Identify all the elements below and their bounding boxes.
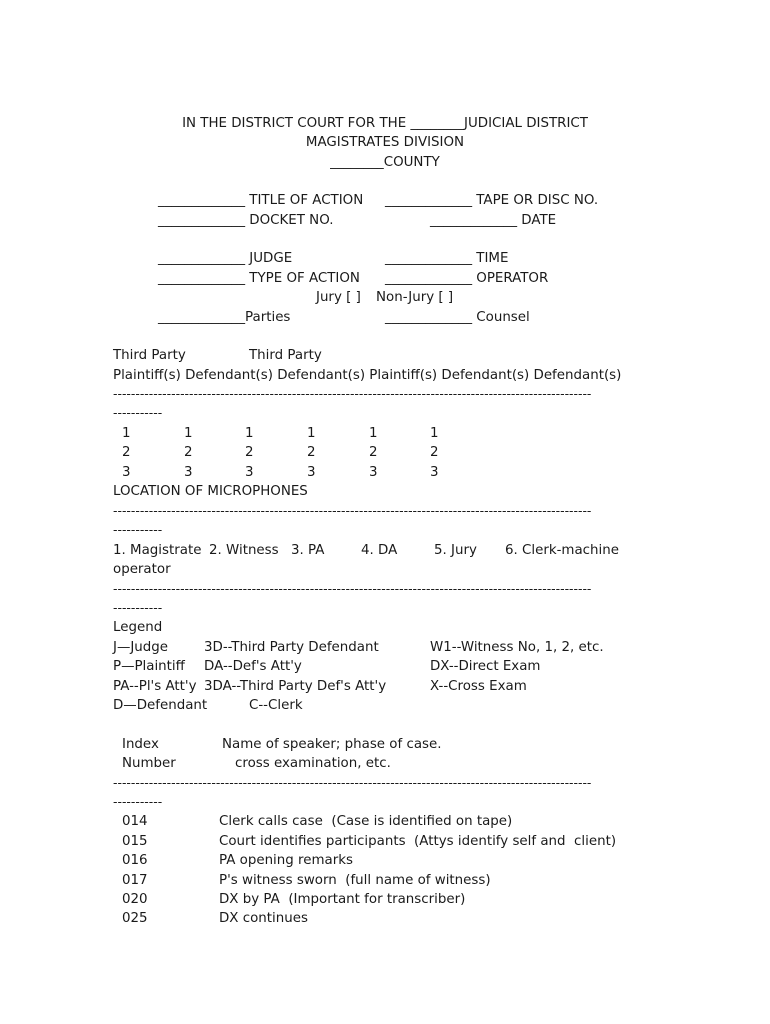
microphone-item: 3. PA bbox=[291, 543, 325, 558]
legend-row bbox=[0, 680, 770, 700]
legend-entry: PA--Pl's Att'y bbox=[113, 679, 197, 694]
table-cell: 3 bbox=[245, 465, 254, 480]
table-cell: 1 bbox=[122, 426, 131, 441]
title-of-action-field: _____________ TITLE OF ACTION bbox=[158, 193, 364, 208]
party-column-headers: Plaintiff(s) Defendant(s) Defendant(s) Plaintiff(s) Defendant(s) Defendant(s) bbox=[113, 368, 622, 383]
legend-row bbox=[0, 699, 770, 719]
table-cell: 3 bbox=[122, 465, 131, 480]
counsel-field: _____________ Counsel bbox=[385, 310, 530, 325]
docket-no-field: _____________ DOCKET NO. bbox=[158, 213, 334, 228]
table-cell: 2 bbox=[307, 445, 316, 460]
tape-or-disc-field: _____________ TAPE OR DISC NO. bbox=[385, 193, 599, 208]
legend-entry: 3D--Third Party Defendant bbox=[204, 640, 379, 655]
table-cell: 2 bbox=[184, 445, 193, 460]
non-jury-checkbox-label: Non-Jury [ ] bbox=[376, 290, 454, 305]
party-table-row bbox=[0, 427, 770, 447]
third-party-header-2: Third Party bbox=[249, 348, 322, 363]
divider-line: ----------------------------------------------------------------------------------------------------------- bbox=[113, 386, 592, 401]
legend-entry: D—Defendant bbox=[113, 698, 208, 713]
divider-line: ----------------------------------------------------------------------------------------------------------- bbox=[113, 775, 592, 790]
microphone-list bbox=[0, 544, 770, 564]
table-cell: 1 bbox=[307, 426, 316, 441]
divider-line: ----------------------------------------------------------------------------------------------------------- bbox=[113, 503, 592, 518]
index-number: 020 bbox=[122, 892, 148, 907]
index-entry bbox=[0, 815, 770, 835]
index-description: Court identifies participants (Attys identify self and client) bbox=[219, 834, 617, 849]
index-description: PA opening remarks bbox=[219, 853, 353, 868]
index-number: 025 bbox=[122, 911, 148, 926]
legend-entry: DA--Def's Att'y bbox=[204, 659, 302, 674]
county-heading: ________COUNTY bbox=[330, 155, 440, 170]
speaker-column-header: Name of speaker; phase of case. bbox=[222, 737, 442, 752]
microphone-item-continuation: operator bbox=[113, 562, 171, 577]
microphone-item: 4. DA bbox=[361, 543, 398, 558]
legend-entry: DX--Direct Exam bbox=[430, 659, 541, 674]
legend-entry: X--Cross Exam bbox=[430, 679, 527, 694]
table-cell: 2 bbox=[245, 445, 254, 460]
index-entry bbox=[0, 874, 770, 894]
speaker-column-header: cross examination, etc. bbox=[235, 756, 391, 771]
legend-entry: W1--Witness No, 1, 2, etc. bbox=[430, 640, 604, 655]
operator-field: _____________ OPERATOR bbox=[385, 271, 549, 286]
microphones-heading: LOCATION OF MICROPHONES bbox=[113, 484, 308, 499]
index-entry bbox=[0, 912, 770, 932]
legend-row bbox=[0, 641, 770, 661]
table-cell: 2 bbox=[369, 445, 378, 460]
index-description: Clerk calls case (Case is identified on tape) bbox=[219, 814, 513, 829]
divider-line: ----------- bbox=[113, 522, 163, 537]
table-cell: 1 bbox=[430, 426, 439, 441]
microphone-item: 2. Witness bbox=[209, 543, 279, 558]
table-cell: 1 bbox=[245, 426, 254, 441]
index-entry bbox=[0, 854, 770, 874]
index-description: P's witness sworn (full name of witness) bbox=[219, 873, 491, 888]
table-cell: 3 bbox=[307, 465, 316, 480]
index-column-header: Index bbox=[122, 737, 159, 752]
index-number: 017 bbox=[122, 873, 148, 888]
party-table-row bbox=[0, 446, 770, 466]
index-entry bbox=[0, 835, 770, 855]
legend-entry: P—Plaintiff bbox=[113, 659, 185, 674]
table-cell: 2 bbox=[122, 445, 131, 460]
third-party-header-1: Third Party bbox=[113, 348, 186, 363]
legend-entry: C--Clerk bbox=[249, 698, 303, 713]
date-field: _____________ DATE bbox=[430, 213, 557, 228]
index-column-header: Number bbox=[122, 756, 176, 771]
legend-row bbox=[0, 660, 770, 680]
time-field: _____________ TIME bbox=[385, 251, 509, 266]
party-table-row bbox=[0, 466, 770, 486]
table-cell: 1 bbox=[369, 426, 378, 441]
microphone-item: 6. Clerk-machine bbox=[505, 543, 619, 558]
judge-field: _____________ JUDGE bbox=[158, 251, 293, 266]
jury-checkbox-label: Jury [ ] bbox=[316, 290, 361, 305]
index-number: 016 bbox=[122, 853, 148, 868]
table-cell: 3 bbox=[369, 465, 378, 480]
index-description: DX continues bbox=[219, 911, 308, 926]
legend-heading: Legend bbox=[113, 620, 163, 635]
division-heading: MAGISTRATES DIVISION bbox=[305, 135, 465, 150]
table-cell: 3 bbox=[184, 465, 193, 480]
court-heading: IN THE DISTRICT COURT FOR THE ________JUDICIAL DISTRICT bbox=[182, 116, 588, 131]
table-cell: 1 bbox=[184, 426, 193, 441]
divider-line: ----------- bbox=[113, 405, 163, 420]
index-description: DX by PA (Important for transcriber) bbox=[219, 892, 466, 907]
microphone-item: 1. Magistrate bbox=[113, 543, 202, 558]
type-of-action-field: _____________ TYPE OF ACTION bbox=[158, 271, 360, 286]
index-number: 015 bbox=[122, 834, 148, 849]
divider-line: ----------------------------------------------------------------------------------------------------------- bbox=[113, 581, 592, 596]
table-cell: 3 bbox=[430, 465, 439, 480]
index-number: 014 bbox=[122, 814, 148, 829]
table-cell: 2 bbox=[430, 445, 439, 460]
microphone-item: 5. Jury bbox=[434, 543, 477, 558]
legend-entry: 3DA--Third Party Def's Att'y bbox=[204, 679, 387, 694]
divider-line: ----------- bbox=[113, 600, 163, 615]
divider-line: ----------- bbox=[113, 794, 163, 809]
legend-entry: J—Judge bbox=[113, 640, 169, 655]
index-entry bbox=[0, 893, 770, 913]
parties-field: _____________Parties bbox=[158, 310, 291, 325]
